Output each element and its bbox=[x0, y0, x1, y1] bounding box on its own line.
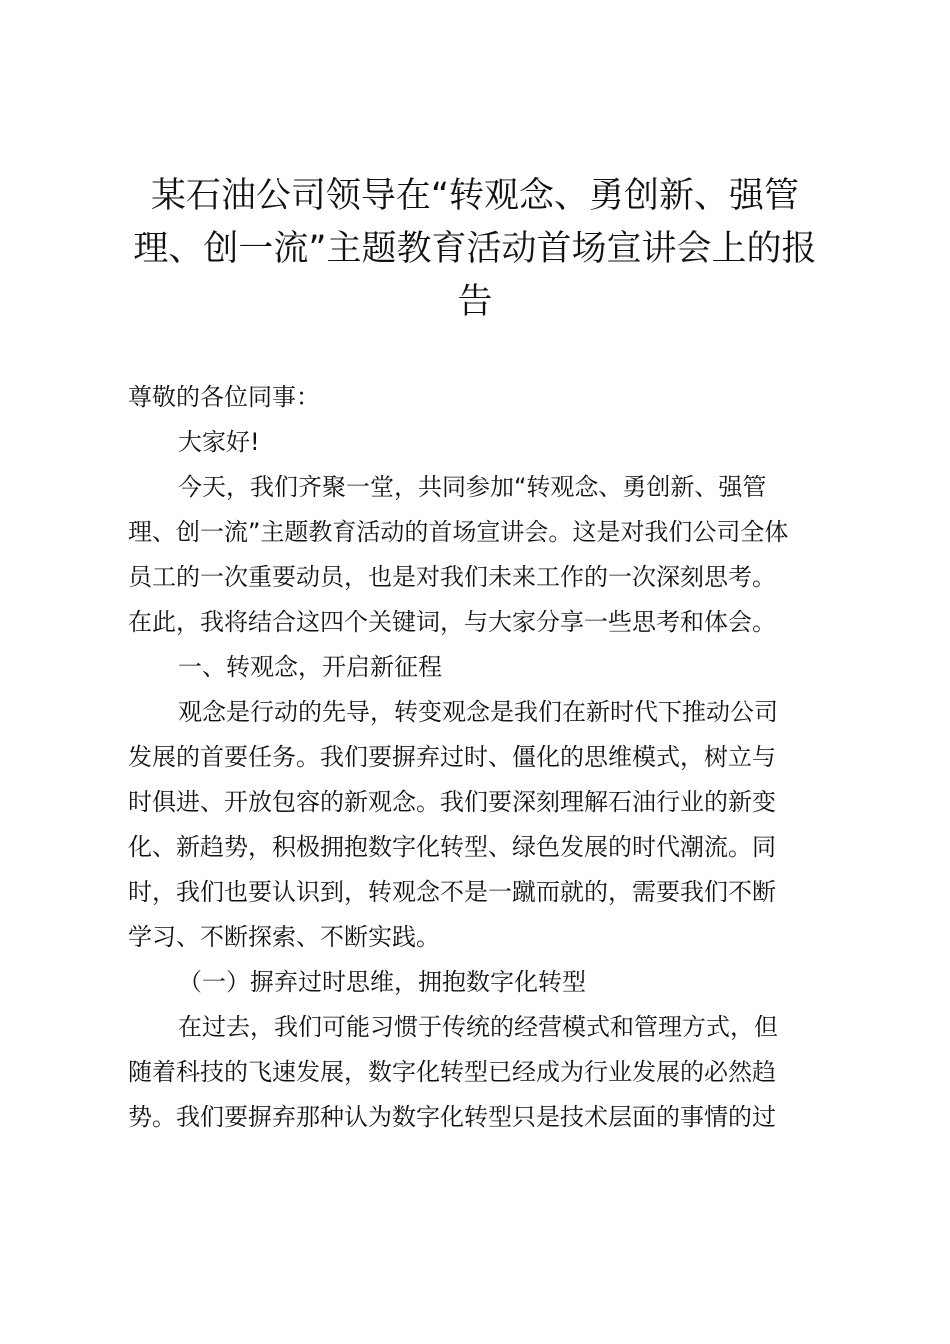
intro-paragraph bbox=[128, 465, 833, 645]
paragraph-line: 在过去，我们可能习惯于传统的经营模式和管理方式，但 bbox=[178, 1013, 778, 1041]
subsection1-paragraph bbox=[128, 1005, 833, 1140]
paragraph-line: 员工的一次重要动员，也是对我们未来工作的一次深刻思考。 bbox=[128, 563, 776, 591]
document-body bbox=[128, 375, 833, 1140]
section1-paragraph bbox=[128, 690, 833, 960]
paragraph-line: 化、新趋势，积极拥抱数字化转型、绿色发展的时代潮流。同 bbox=[128, 833, 776, 861]
subsection-heading: （一）摒弃过时思维，拥抱数字化转型 bbox=[178, 968, 586, 996]
document-title bbox=[120, 170, 830, 329]
paragraph-line: 理、创一流”主题教育活动的首场宣讲会。这是对我们公司全体 bbox=[128, 518, 789, 546]
paragraph-line: 随着科技的飞速发展，数字化转型已经成为行业发展的必然趋 bbox=[128, 1058, 776, 1086]
paragraph-line: 在此，我将结合这四个关键词，与大家分享一些思考和体会。 bbox=[128, 608, 776, 636]
paragraph-line: 学习、不断探索、不断实践。 bbox=[128, 923, 440, 951]
greeting: 大家好! bbox=[178, 428, 260, 456]
paragraph-line: 时，我们也要认识到，转观念不是一蹴而就的，需要我们不断 bbox=[128, 878, 776, 906]
title-line-1: 某石油公司领导在“转观念、勇创新、强管 bbox=[150, 176, 800, 216]
paragraph-line: 时俱进、开放包容的新观念。我们要深刻理解石油行业的新变 bbox=[128, 788, 776, 816]
paragraph-line: 发展的首要任务。我们要摒弃过时、僵化的思维模式，树立与 bbox=[128, 743, 776, 771]
title-line-2: 理、创一流”主题教育活动首场宣讲会上的报 bbox=[133, 229, 817, 269]
section-heading: 一、转观念，开启新征程 bbox=[178, 653, 442, 681]
paragraph-line: 观念是行动的先导，转变观念是我们在新时代下推动公司 bbox=[178, 698, 778, 726]
salutation: 尊敬的各位同事： bbox=[128, 383, 320, 411]
title-line-3: 告 bbox=[457, 282, 493, 322]
paragraph-line: 势。我们要摒弃那种认为数字化转型只是技术层面的事情的过 bbox=[128, 1103, 776, 1131]
paragraph-line: 今天，我们齐聚一堂，共同参加“转观念、勇创新、强管 bbox=[178, 473, 767, 501]
